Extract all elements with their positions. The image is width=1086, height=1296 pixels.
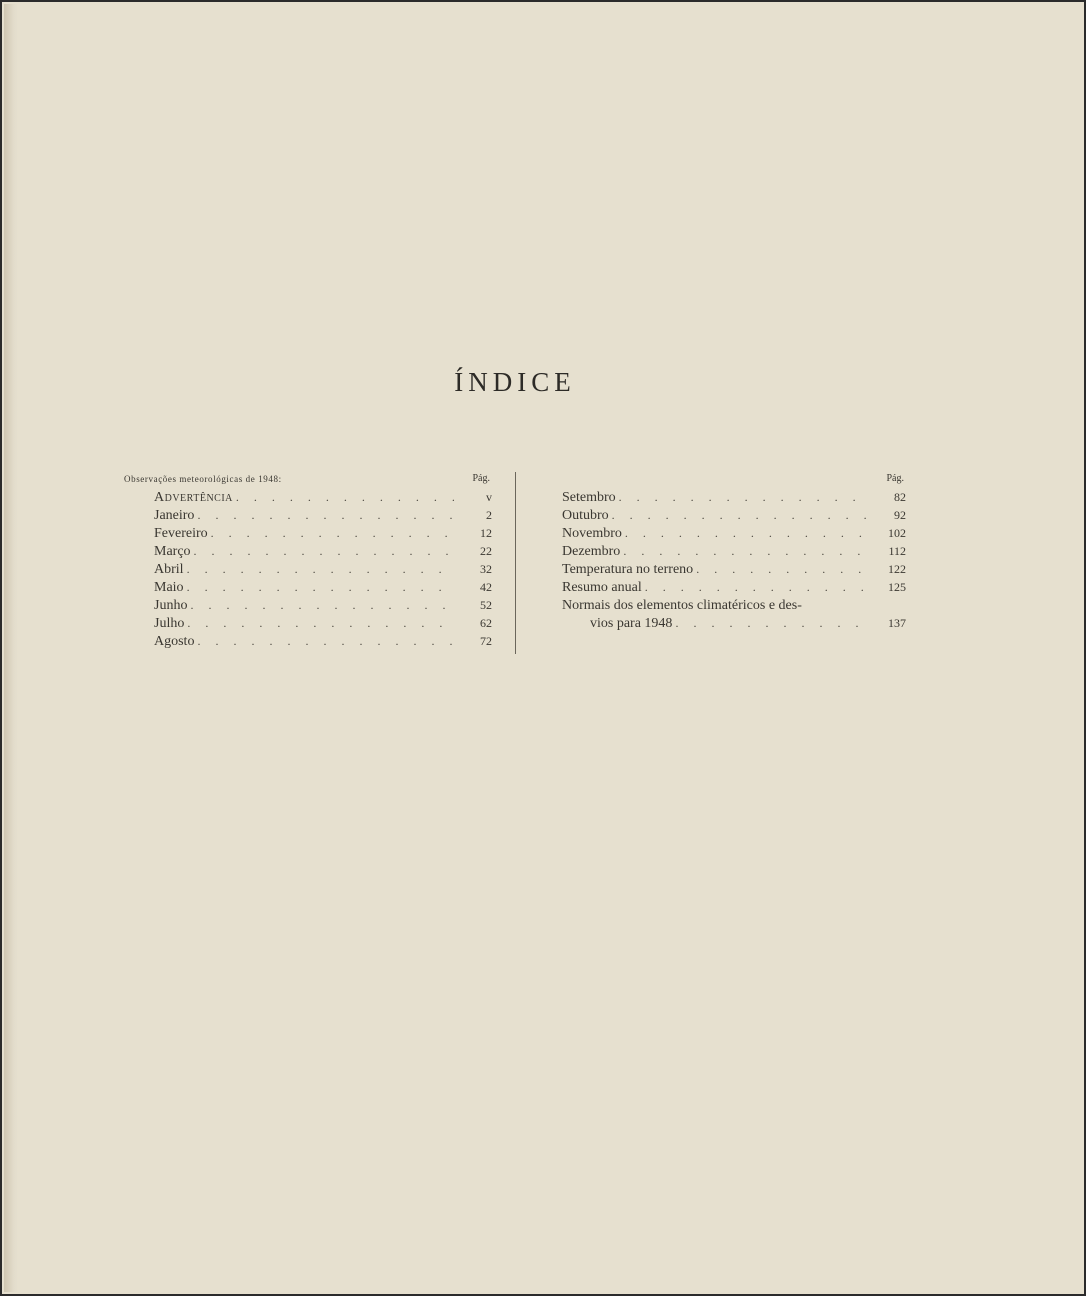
toc-entry[interactable]: [562, 508, 906, 526]
toc-entry-label: Junho: [154, 598, 188, 613]
toc-entry-label: Advertência: [154, 490, 233, 505]
toc-entry[interactable]: [124, 544, 492, 562]
leader-dots: [645, 580, 868, 595]
toc-entry[interactable]: [562, 526, 906, 544]
leader-dots: [187, 562, 454, 577]
leader-dots: [194, 544, 454, 559]
toc-entry[interactable]: [124, 598, 492, 616]
page-column-label: Pág.: [472, 473, 490, 484]
toc-entry-label: Dezembro: [562, 544, 621, 559]
toc-entry-page: 62: [480, 616, 492, 630]
toc-entry[interactable]: [124, 562, 492, 580]
toc-column-left: [124, 472, 492, 652]
toc-entry-page: 2: [486, 508, 492, 522]
toc-entry-label: Julho: [154, 616, 185, 631]
page-column-label: Pág.: [886, 473, 904, 484]
leader-dots: [190, 598, 454, 613]
toc-entry[interactable]: [124, 526, 492, 544]
toc-entry-page: 82: [894, 490, 906, 504]
toc-entry-page: 125: [888, 580, 906, 594]
toc-entry-page: 122: [888, 562, 906, 576]
toc-entry-label: Setembro: [562, 490, 616, 505]
toc-entry-label: Novembro: [562, 526, 622, 541]
toc-entry-page: 42: [480, 580, 492, 594]
toc-entry[interactable]: [562, 490, 906, 508]
leader-dots: [211, 526, 454, 541]
toc-entry-page: 137: [888, 616, 906, 630]
toc-entry[interactable]: [562, 544, 906, 562]
leader-dots: [197, 634, 454, 649]
toc-entry-page: 32: [480, 562, 492, 576]
leader-dots: [236, 490, 454, 505]
toc-entry-page: 92: [894, 508, 906, 522]
leader-dots: [619, 490, 868, 505]
toc-entry-page: 52: [480, 598, 492, 612]
page-spine-shadow: [4, 4, 18, 1292]
leader-dots: [623, 544, 868, 559]
leader-dots: [625, 526, 868, 541]
toc-entry-label: Janeiro: [154, 508, 195, 523]
toc-entry[interactable]: [562, 580, 906, 598]
toc-entry[interactable]: [124, 490, 492, 508]
toc-entry-page: 72: [480, 634, 492, 648]
toc-entry-continuation[interactable]: [562, 616, 906, 634]
toc-entry[interactable]: [562, 598, 906, 616]
toc-entry-label: Março: [154, 544, 191, 559]
page-title: ÍNDICE: [454, 367, 576, 397]
toc-entry-page: 22: [480, 544, 492, 558]
toc-entry-label-continued: vios para 1948: [590, 616, 673, 631]
leader-dots: [187, 580, 454, 595]
toc-entry-label: Outubro: [562, 508, 609, 523]
toc-entry-label: Temperatura no terreno: [562, 562, 694, 577]
leader-dots: [675, 616, 868, 631]
toc-column-right: [562, 472, 906, 634]
toc-entry-page: 112: [888, 544, 906, 558]
leader-dots: [197, 508, 454, 523]
toc-header-right: [562, 472, 906, 490]
toc-entry-label: Agosto: [154, 634, 195, 649]
toc-entry-label: Normais dos elementos climatéricos e des-: [562, 598, 802, 613]
leader-dots: [612, 508, 868, 523]
toc-entry-page: 12: [480, 526, 492, 540]
toc-entry[interactable]: [124, 508, 492, 526]
toc-entry-label: Abril: [154, 562, 184, 577]
leader-dots: [187, 616, 454, 631]
leader-dots: [696, 562, 868, 577]
toc-entry-page: v: [486, 490, 492, 504]
toc-entry[interactable]: [124, 580, 492, 598]
toc-entry-label: Fevereiro: [154, 526, 208, 541]
section-label: Observações meteorológicas de 1948:: [124, 474, 282, 484]
toc-entry-label: Resumo anual: [562, 580, 642, 595]
column-divider: [515, 472, 516, 654]
toc-entry[interactable]: [124, 616, 492, 634]
toc-entry[interactable]: [562, 562, 906, 580]
toc-entry-label: Maio: [154, 580, 184, 595]
toc-entry[interactable]: [124, 634, 492, 652]
toc-header-left: [124, 472, 492, 490]
toc-entry-page: 102: [888, 526, 906, 540]
